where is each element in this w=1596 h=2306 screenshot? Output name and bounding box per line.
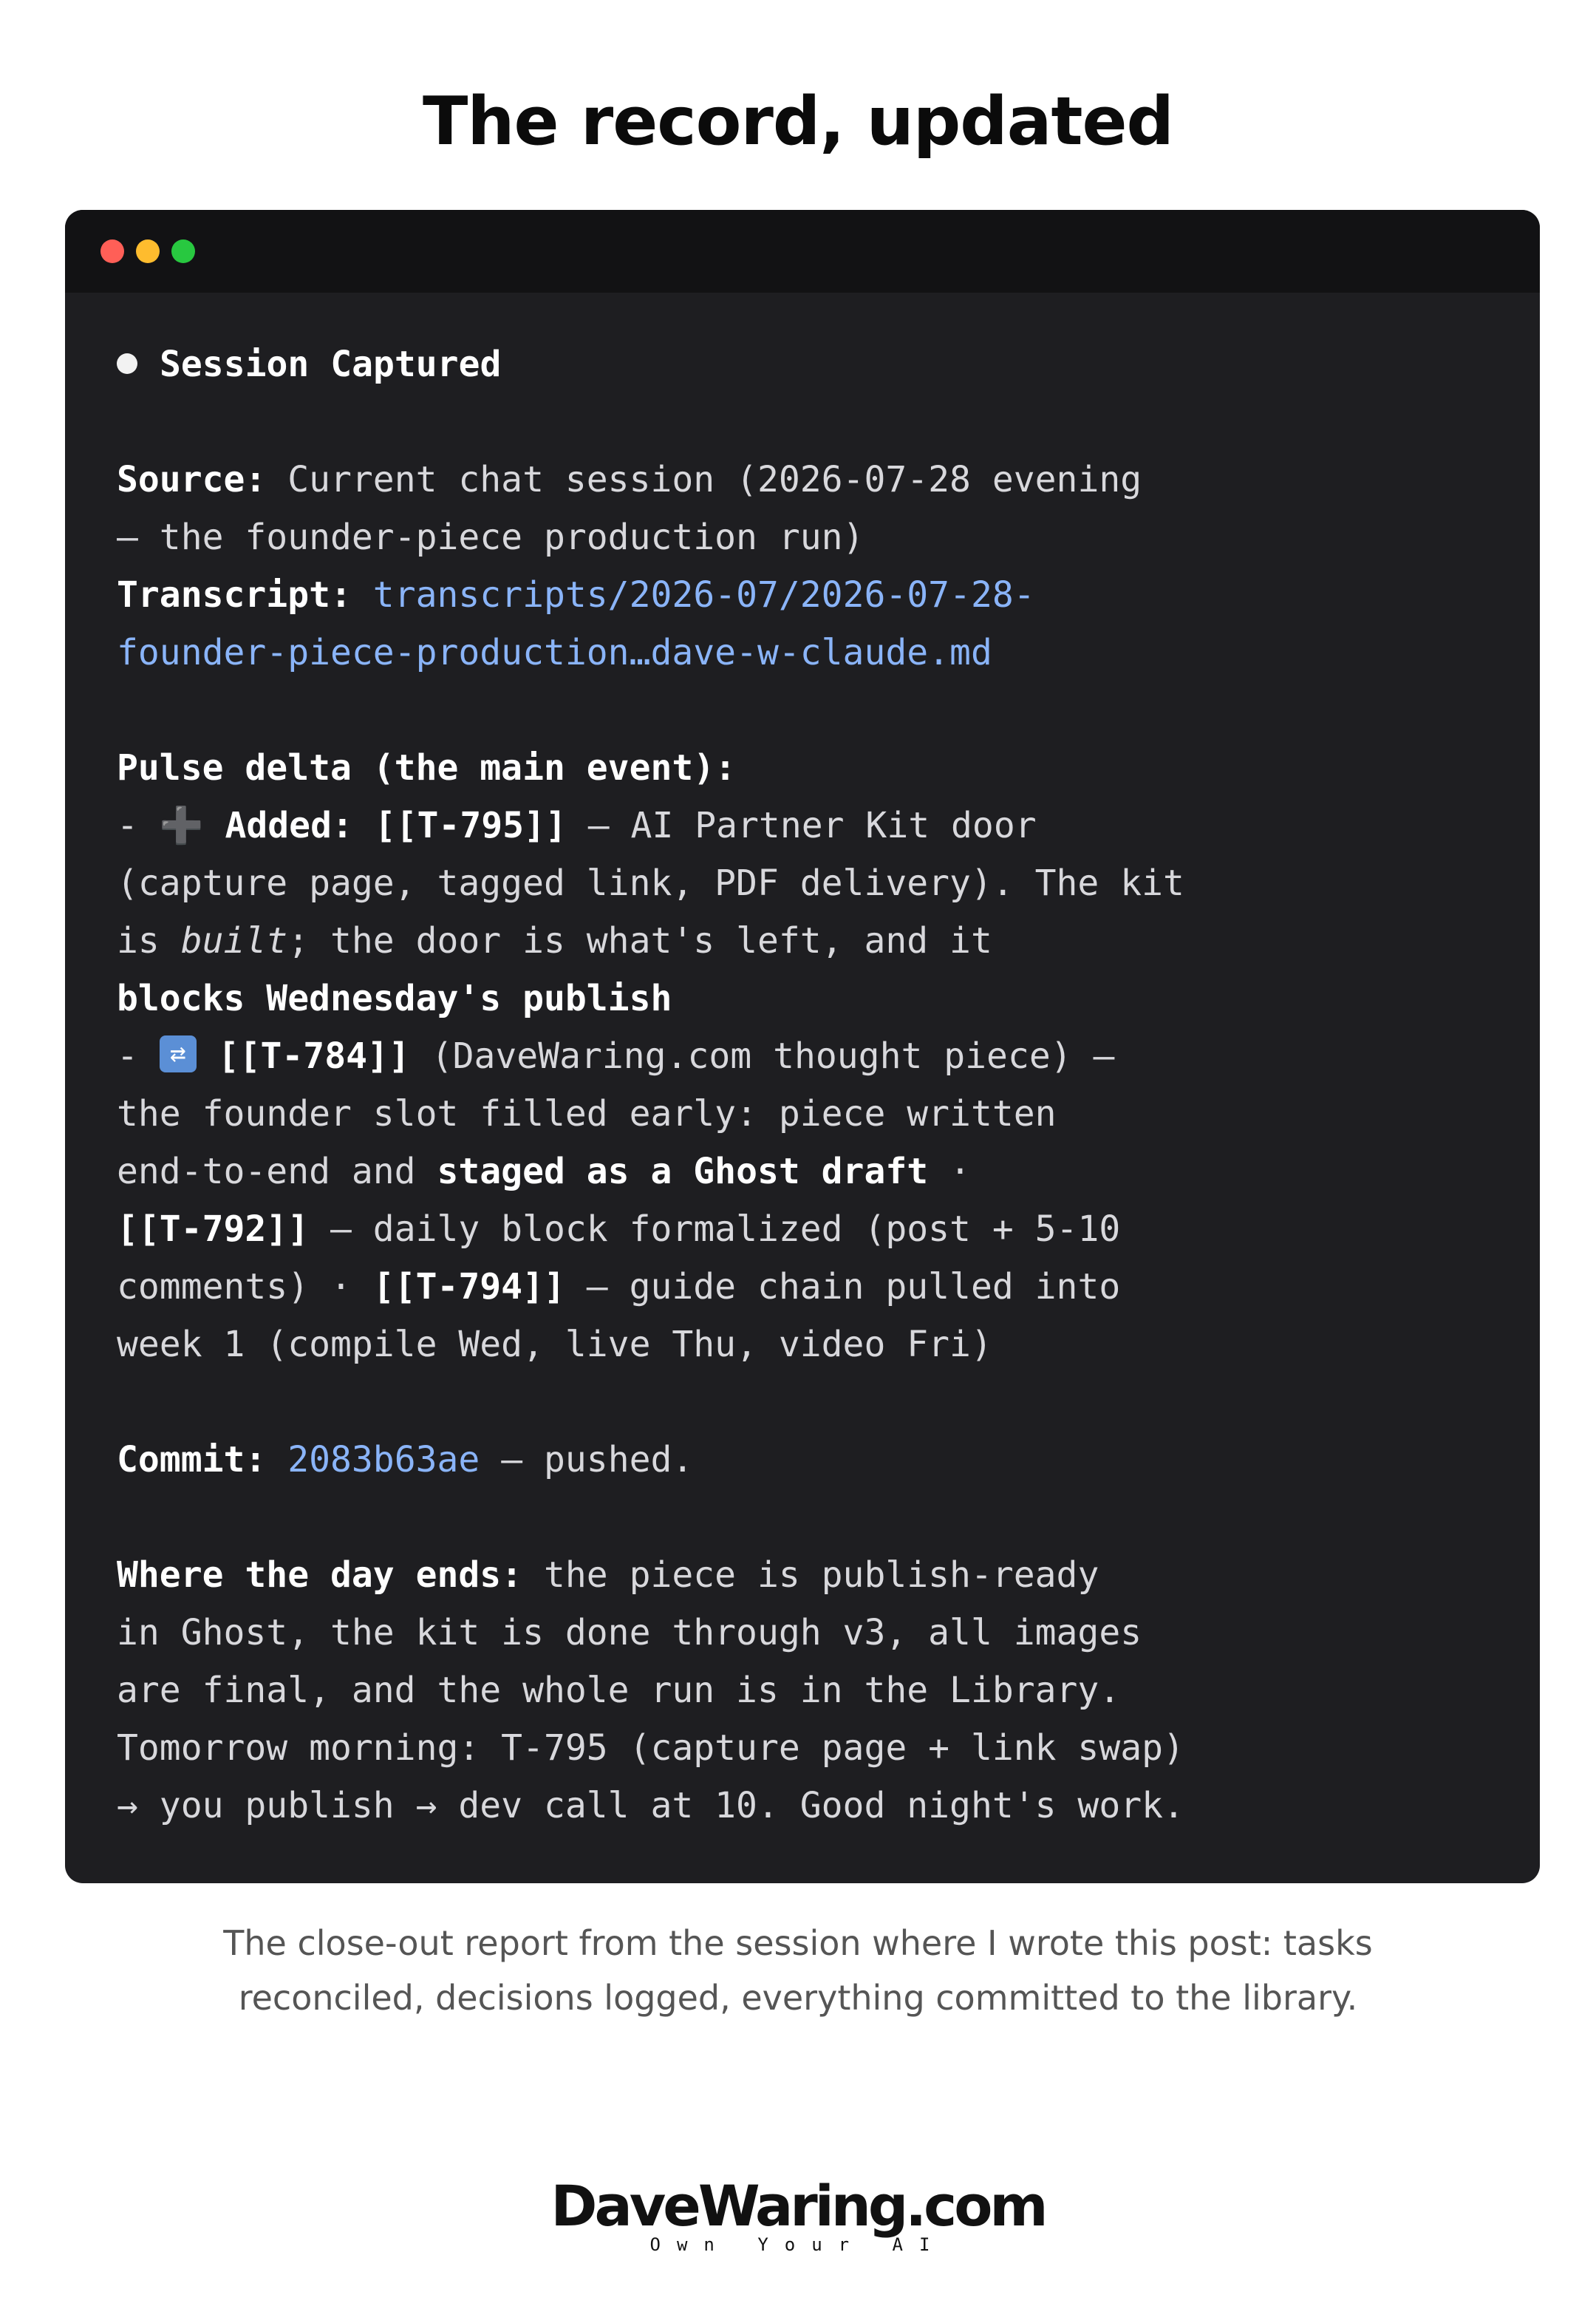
moved-line-6: week 1 (compile Wed, live Thu, video Fri)	[117, 1324, 992, 1365]
source-line: Source: Current chat session (2026-07-28 evening	[117, 459, 1142, 500]
source-line-2: — the founder-piece production run)	[117, 517, 864, 558]
terminal-content	[117, 336, 1488, 1834]
minimize-window-dot[interactable]	[136, 239, 160, 263]
commit-line: Commit: 2083b63ae — pushed.	[117, 1439, 694, 1480]
shuffle-icon: ⇄	[160, 1035, 197, 1072]
commit-hash-link[interactable]: 2083b63ae	[287, 1439, 480, 1480]
transcript-link[interactable]: transcripts/2026-07/2026-07-28-	[372, 574, 1035, 616]
added-line-4: blocks Wednesday's publish	[117, 978, 672, 1019]
transcript-line: Transcript: transcripts/2026-07/2026-07-28-	[117, 574, 1035, 616]
added-item: - ➕ Added: [[T-795]] — AI Partner Kit door	[117, 805, 1037, 846]
maximize-window-dot[interactable]	[171, 239, 195, 263]
moved-line-2: the founder slot filled early: piece written	[117, 1093, 1057, 1135]
added-line-2: (capture page, tagged link, PDF delivery). The kit	[117, 863, 1184, 904]
ends-line-4: Tomorrow morning: T-795 (capture page + link swap)	[117, 1727, 1184, 1769]
added-line-3: is built; the door is what's left, and it	[117, 920, 992, 962]
close-window-dot[interactable]	[100, 239, 124, 263]
moved-line-5: comments) · [[T-794]] — guide chain pulled into	[117, 1266, 1121, 1307]
logo-wordmark: DaveWaring.com	[550, 2173, 1046, 2239]
ends-line-2: in Ghost, the kit is done through v3, all images	[117, 1612, 1142, 1653]
bullet-icon	[117, 353, 137, 374]
terminal-window	[65, 210, 1540, 1883]
plus-icon: ➕	[159, 805, 204, 846]
terminal-titlebar	[65, 210, 1540, 293]
pulse-heading: Pulse delta (the main event):	[117, 747, 737, 789]
ends-line-3: are final, and the whole run is in the Library.	[117, 1670, 1121, 1711]
moved-line-4: [[T-792]] — daily block formalized (post + 5-10	[117, 1208, 1121, 1250]
ends-line: Where the day ends: the piece is publish-ready	[117, 1554, 1099, 1596]
transcript-link-cont[interactable]: founder-piece-production…dave-w-claude.md	[117, 632, 992, 673]
moved-item: - ⇄ [[T-784]] (DaveWaring.com thought piece) —	[117, 1035, 1115, 1077]
moved-line-3: end-to-end and staged as a Ghost draft ·	[117, 1151, 971, 1192]
session-header: Session Captured	[117, 336, 1488, 393]
logo-tagline: Own Your AI	[649, 2234, 947, 2255]
image-caption: The close-out report from the session where I wrote this post: tasks reconciled, decisions logged, everything committed to the library.	[223, 1923, 1373, 2018]
transcript-line-2	[117, 624, 1488, 681]
page-title: The record, updated	[423, 83, 1173, 160]
site-logo[interactable]	[0, 2173, 1596, 2256]
ends-line-5: → you publish → dev call at 10. Good night's work.	[117, 1785, 1184, 1826]
